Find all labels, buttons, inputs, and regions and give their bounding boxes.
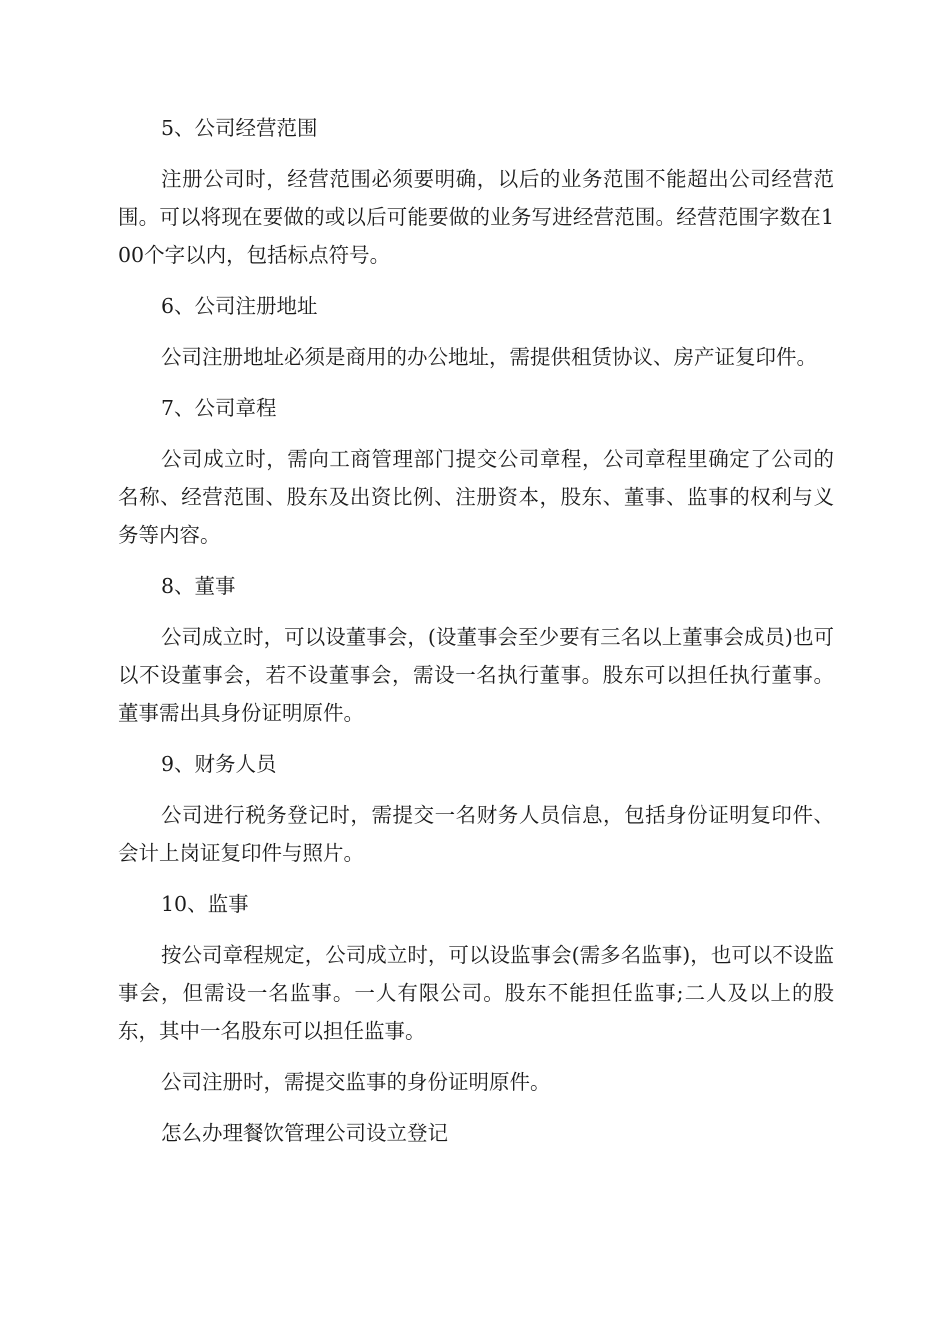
paragraph-directors: 公司成立时，可以设董事会，(设董事会至少要有三名以上董事会成员)也可以不设董事会，若不设董事会，需设一名执行董事。股东可以担任执行董事。董事需出具身份证明原件。 bbox=[118, 625, 834, 725]
paragraph-registered-address: 公司注册地址必须是商用的办公地址，需提供租赁协议、房产证复印件。 bbox=[161, 345, 817, 369]
paragraph-finance-staff: 公司进行税务登记时，需提交一名财务人员信息，包括身份证明复印件、会计上岗证复印件与照片。 bbox=[118, 803, 834, 865]
paragraph-articles: 公司成立时，需向工商管理部门提交公司章程，公司章程里确定了公司的名称、经营范围、股东及出资比例、注册资本，股东、董事、监事的权利与义务等内容。 bbox=[118, 447, 834, 547]
section-heading-business-scope: 5、公司经营范围 bbox=[161, 116, 318, 140]
section-heading-supervisors: 10、监事 bbox=[161, 892, 249, 916]
section-heading-articles: 7、公司章程 bbox=[161, 396, 277, 420]
section-heading-directors: 8、董事 bbox=[161, 574, 236, 598]
section-heading-catering-registration: 怎么办理餐饮管理公司设立登记 bbox=[161, 1121, 448, 1145]
document-body bbox=[118, 109, 834, 1165]
paragraph-supervisor-id: 公司注册时，需提交监事的身份证明原件。 bbox=[161, 1070, 551, 1094]
paragraph-business-scope: 注册公司时，经营范围必须要明确，以后的业务范围不能超出公司经营范围。可以将现在要做的或以后可能要做的业务写进经营范围。经营范围字数在100个字以内，包括标点符号。 bbox=[118, 167, 834, 267]
paragraph-supervisors: 按公司章程规定，公司成立时，可以设监事会(需多名监事)，也可以不设监事会，但需设一名监事。一人有限公司。股东不能担任监事;二人及以上的股东，其中一名股东可以担任监事。 bbox=[118, 943, 834, 1043]
section-heading-finance-staff: 9、财务人员 bbox=[161, 752, 277, 776]
section-heading-registered-address: 6、公司注册地址 bbox=[161, 294, 318, 318]
